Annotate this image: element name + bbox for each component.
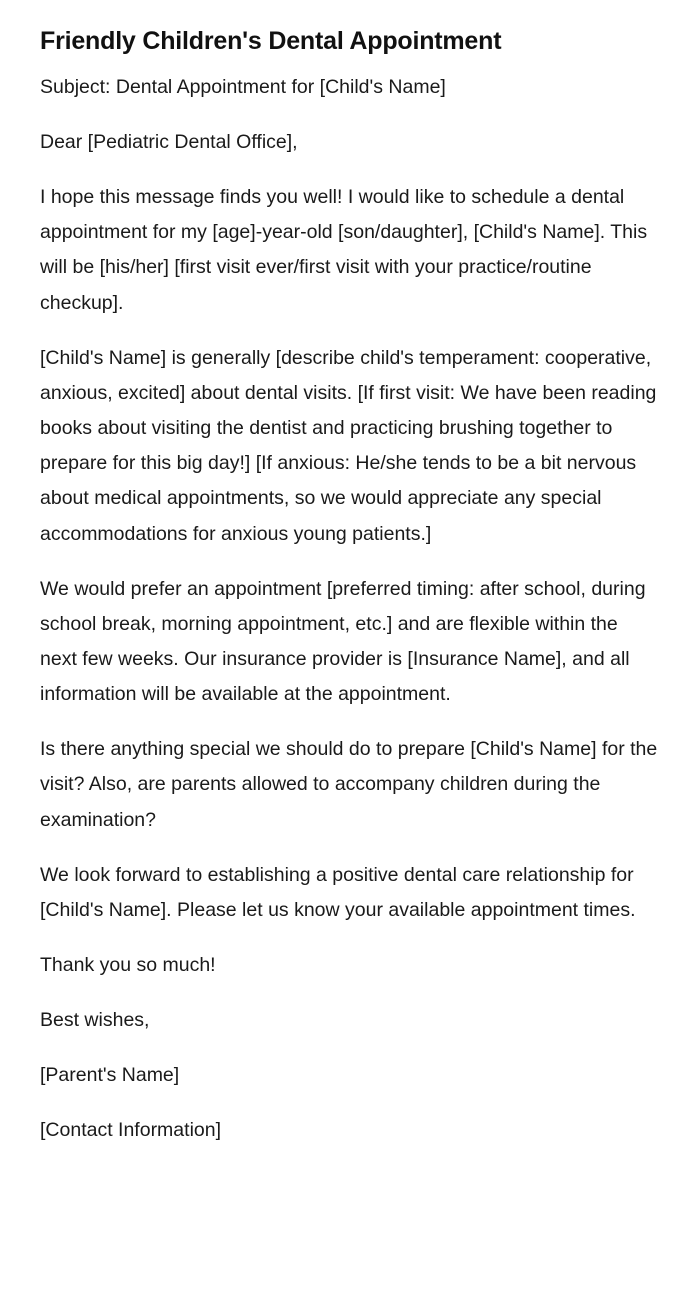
body-paragraph-closing-request: We look forward to establishing a positive dental care relationship for [Child's Name]. Please let us know your available appointment times. [40, 863, 636, 921]
body-paragraph-scheduling: We would prefer an appointment [preferred timing: after school, during school break, morning appointment, etc.] and are flexible within the next few weeks. Our insurance provider is [Insurance Name], and all information will be available at the appointment. [40, 577, 646, 706]
closing-line: Best wishes, [40, 1008, 150, 1031]
document-title: Friendly Children's Dental Appointment [40, 27, 502, 55]
contact-information: [Contact Information] [40, 1118, 222, 1141]
thanks-line: Thank you so much! [40, 953, 216, 976]
body-paragraph-questions: Is there anything special we should do to prepare [Child's Name] for the visit? Also, are parents allowed to accompany children during the examination? [40, 738, 658, 831]
subject-line: Subject: Dental Appointment for [Child's Name] [40, 76, 446, 98]
body-paragraph-temperament: [Child's Name] is generally [describe child's temperament: cooperative, anxious, excited] about dental visits. [If first visit: We have been reading books about visiting the dentist and practicing brushing together to prepare for this big day!] [If anxious: He/she tends to be a bit nervous about medical appointments, so we would appreciate any special accommodations for anxious young patients.] [40, 346, 657, 545]
signature-name: [Parent's Name] [40, 1063, 180, 1086]
body-paragraph-introduction: I hope this message finds you well! I would like to schedule a dental appointment for my [age]-year-old [son/daughter], [Child's Name]. This will be [his/her] [first visit ever/first visit with your practice/routine checkup]. [40, 186, 648, 314]
salutation: Dear [Pediatric Dental Office], [40, 131, 298, 153]
